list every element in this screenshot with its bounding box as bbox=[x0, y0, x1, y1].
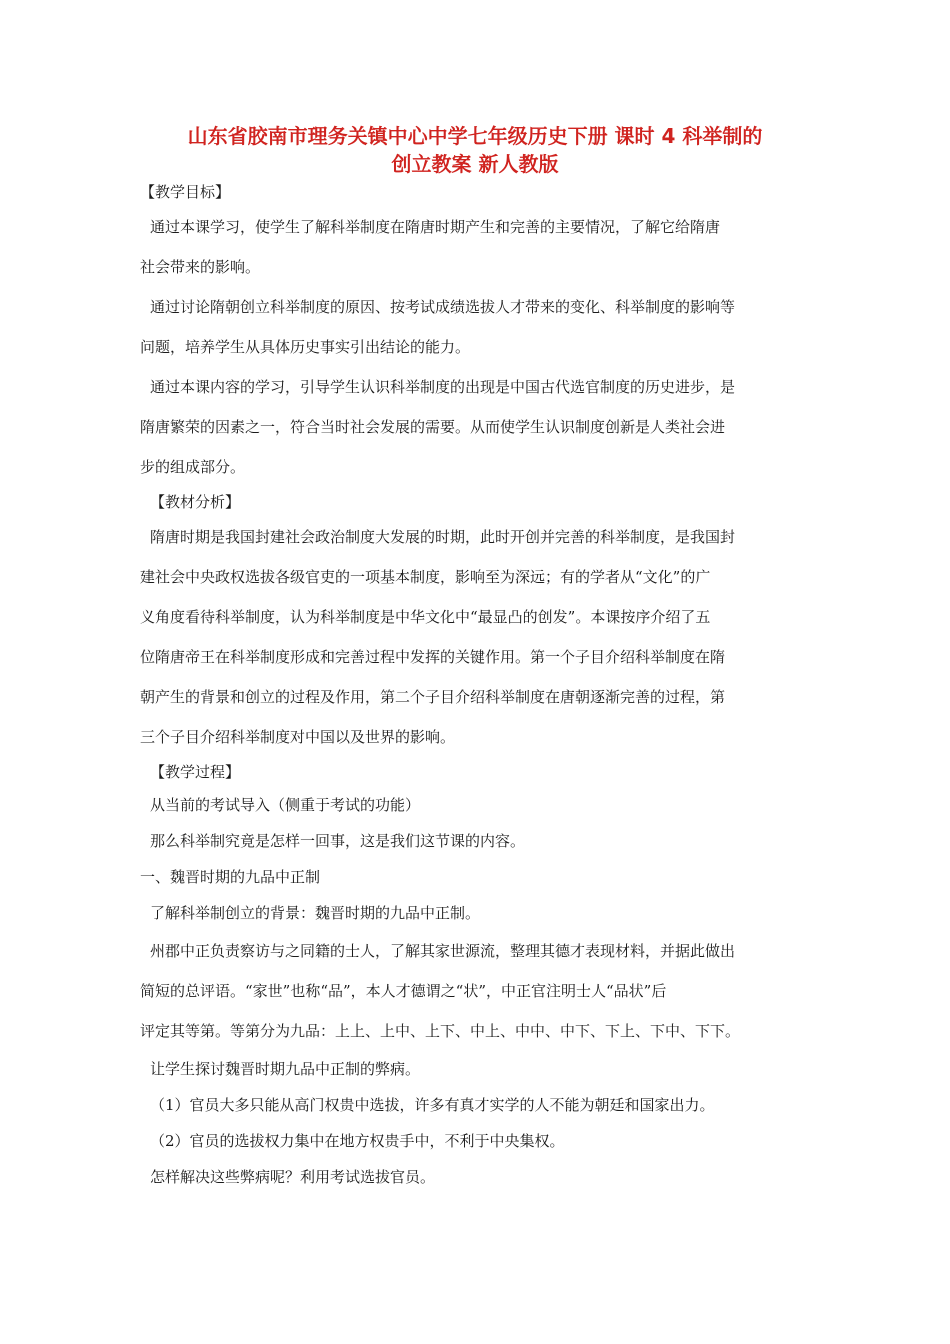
document-body bbox=[140, 177, 810, 1195]
paragraph-line: 通过讨论隋朝创立科举制度的原因、按考试成绩选拔人才带来的变化、科举制度的影响等 bbox=[150, 298, 736, 316]
paragraph-line: 位隋唐帝王在科举制度形成和完善过程中发挥的关键作用。第一个子目介绍科举制度在隋 bbox=[140, 648, 726, 666]
list-item: （2）官员的选拔权力集中在地方权贵手中，不利于中央集权。 bbox=[150, 1132, 565, 1150]
section-heading-analysis: 【教材分析】 bbox=[150, 493, 241, 511]
section-heading-goals: 【教学目标】 bbox=[140, 183, 231, 201]
paragraph-line: 三个子目介绍科举制度对中国以及世界的影响。 bbox=[140, 728, 456, 746]
document-title bbox=[140, 122, 810, 178]
paragraph-line: 那么科举制究竟是怎样一回事，这是我们这节课的内容。 bbox=[150, 832, 526, 850]
paragraph-line: 隋唐繁荣的因素之一，符合当时社会发展的需要。从而使学生认识制度创新是人类社会进 bbox=[140, 418, 726, 436]
paragraph-line: 怎样解决这些弊病呢？利用考试选拔官员。 bbox=[150, 1168, 436, 1186]
paragraph-line: 从当前的考试导入（侧重于考试的功能） bbox=[150, 796, 421, 814]
paragraph-line: 让学生探讨魏晋时期九品中正制的弊病。 bbox=[150, 1060, 421, 1078]
section-heading-process: 【教学过程】 bbox=[150, 763, 241, 781]
paragraph-line: 步的组成部分。 bbox=[140, 458, 246, 476]
paragraph-line: 隋唐时期是我国封建社会政治制度大发展的时期，此时开创并完善的科举制度，是我国封 bbox=[150, 528, 736, 546]
paragraph-line: 社会带来的影响。 bbox=[140, 258, 261, 276]
paragraph-line: 通过本课学习，使学生了解科举制度在隋唐时期产生和完善的主要情况，了解它给隋唐 bbox=[150, 218, 721, 236]
paragraph-line: 建社会中央政权选拔各级官吏的一项基本制度，影响至为深远；有的学者从“文化”的广 bbox=[140, 568, 711, 586]
list-item: （1）官员大多只能从高门权贵中选拔，许多有真才实学的人不能为朝廷和国家出力。 bbox=[150, 1096, 715, 1114]
paragraph-line: 通过本课内容的学习，引导学生认识科举制度的出现是中国古代选官制度的历史进步，是 bbox=[150, 378, 736, 396]
title-line-1: 山东省胶南市理务关镇中心中学七年级历史下册 课时 4 科举制的 bbox=[187, 124, 763, 148]
paragraph-line: 州郡中正负责察访与之同籍的士人，了解其家世源流，整理其德才表现材料，并据此做出 bbox=[150, 942, 736, 960]
paragraph-line: 简短的总评语。“家世”也称“品”，本人才德谓之“状”，中正官注明士人“品状”后 bbox=[140, 982, 667, 1000]
paragraph-line: 朝产生的背景和创立的过程及作用，第二个子目介绍科举制度在唐朝逐渐完善的过程，第 bbox=[140, 688, 726, 706]
title-line-2: 创立教案 新人教版 bbox=[391, 152, 559, 176]
subsection-heading: 一、魏晋时期的九品中正制 bbox=[140, 868, 321, 886]
paragraph-line: 评定其等第。等第分为九品：上上、上中、上下、中上、中中、中下、下上、下中、下下。 bbox=[140, 1022, 741, 1040]
paragraph-line: 义角度看待科举制度，认为科举制度是中华文化中“最显凸的创发”。本课按序介绍了五 bbox=[140, 608, 711, 626]
paragraph-line: 了解科举制创立的背景：魏晋时期的九品中正制。 bbox=[150, 904, 481, 922]
paragraph-line: 问题，培养学生从具体历史事实引出结论的能力。 bbox=[140, 338, 471, 356]
